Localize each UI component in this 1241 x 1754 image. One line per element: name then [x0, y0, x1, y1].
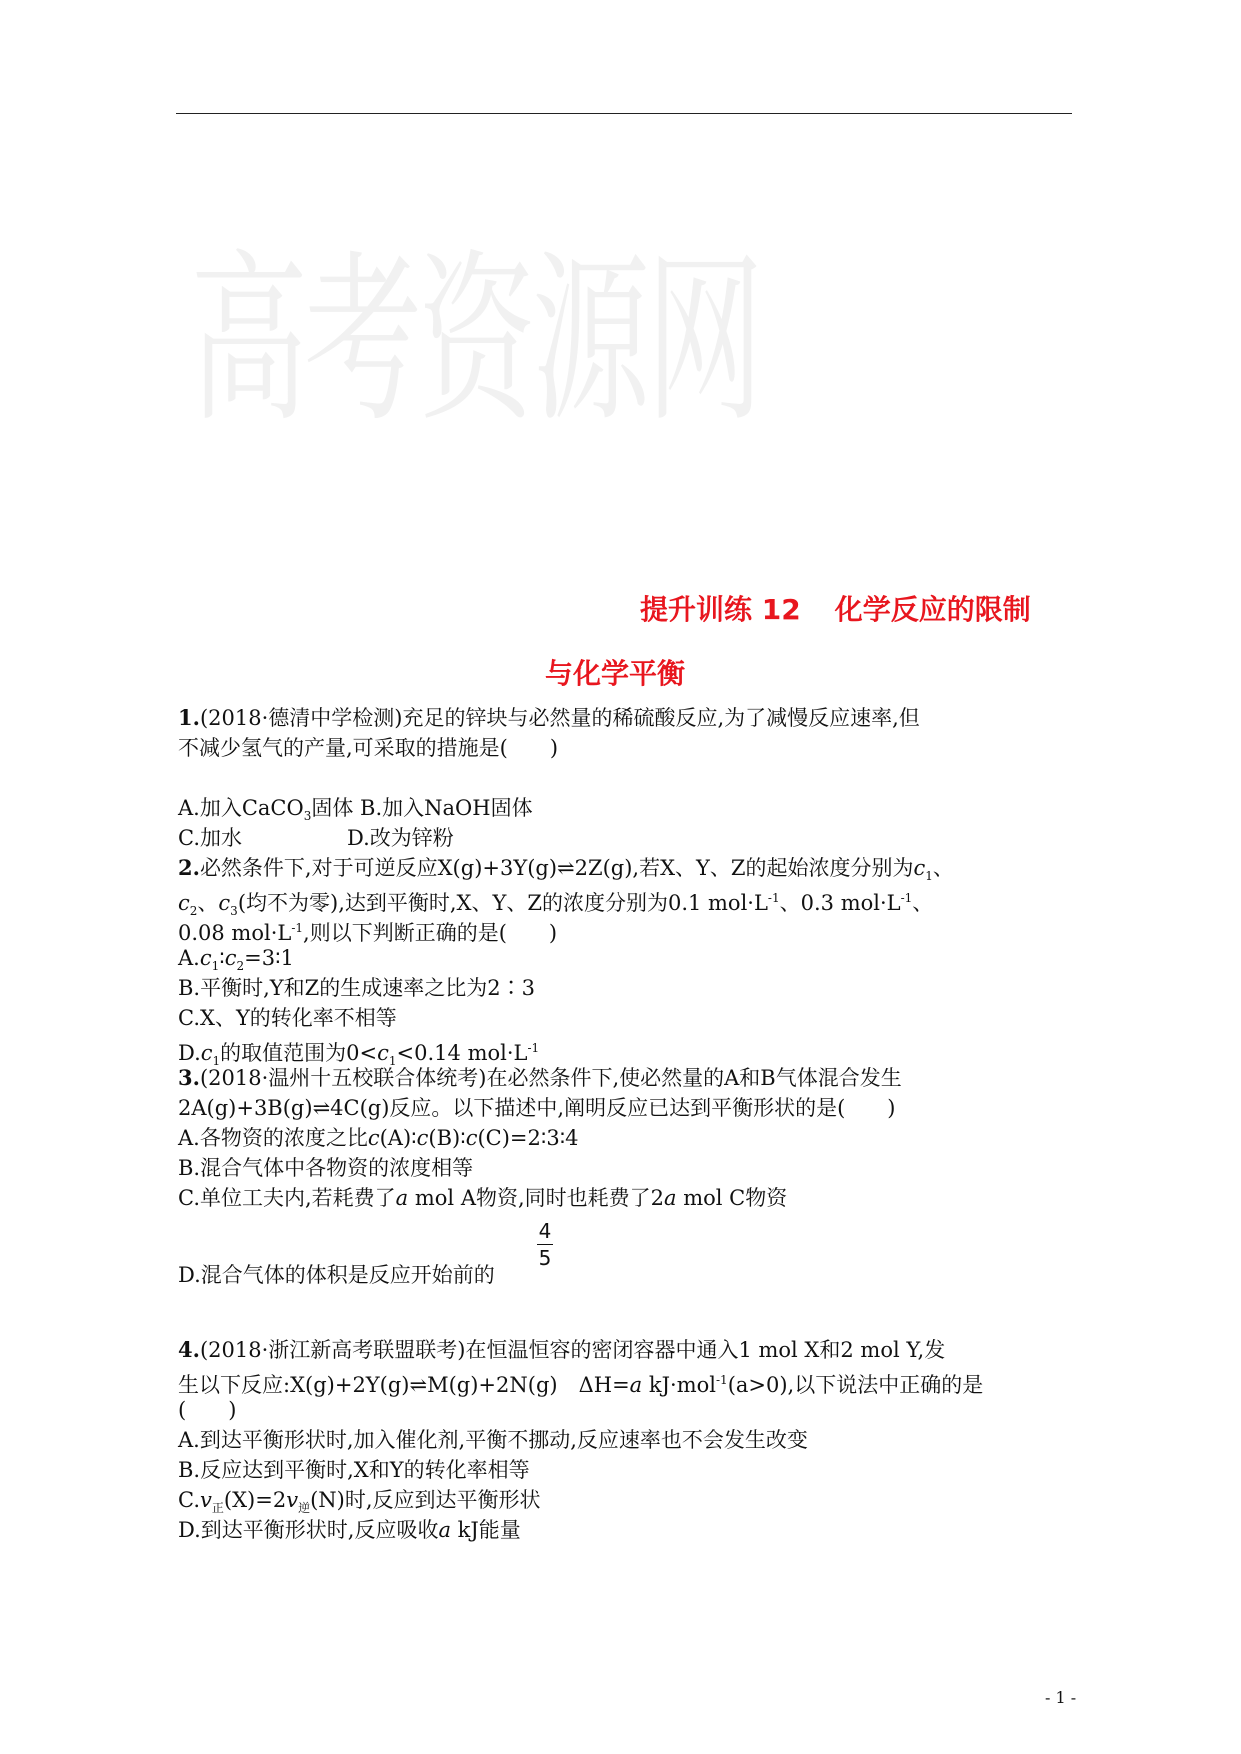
title-line-1: 提升训练 12 化学反应的限制: [640, 593, 1031, 626]
q3-line-2: 2A(g)+3B(g)⇌4C(g)反应。以下描述中,阐明反应已达到平衡形状的是( ): [178, 1096, 896, 1120]
title-line-2: 与化学平衡: [545, 657, 686, 690]
q4-line-3: ( ): [178, 1398, 237, 1422]
q4-option-b: B.反应达到平衡时,X和Y的转化率相等: [178, 1458, 530, 1482]
q4-line-1: 4.(2018·浙江新高考联盟联考)在恒温恒容的密闭容器中通入1 mol X和2 mol Y,发: [178, 1337, 946, 1362]
q2-option-a: $A.c_1∶c_2=3∶1$: [178, 946, 294, 974]
header-rule: [176, 113, 1072, 114]
q3-option-d: D.混合气体的体积是反应开始前的: [178, 1263, 495, 1287]
q4-option-c: $C.v_正(X)=2v_逆(N)$时,反应到达平衡形状: [178, 1488, 541, 1516]
q2-option-c: C.X、Y的转化率不相等: [178, 1006, 397, 1030]
q3-option-c: C.单位工夫内,若耗费了a mol A物资,同时也耗费了2a mol C物资: [178, 1186, 788, 1210]
q2-line-1: 2.必然条件下,对于可逆反应X(g)+3Y(g)⇌2Z(g),若X、Y、Z的起始浓度分别为$c_1$、: [178, 855, 954, 884]
q3-line-1: 3.(2018·温州十五校联合体统考)在必然条件下,使必然量的A和B气体混合发生: [178, 1065, 902, 1090]
watermark: 高考资源网: [190, 233, 761, 447]
q1-line-2: 不减少氢气的产量,可采取的措施是( ): [178, 736, 559, 760]
q2-line-2: $c_2$、$c_3$(均不为零),达到平衡时,X、Y、Z的浓度分别为0.1 $mol\cdot L^{-1}$、0.3 $mol\cdot L^{-1}$、: [178, 891, 934, 919]
q2-option-d: $D.c_1$的取值范围为$0<c_1<0.14$ $mol\cdot L^{-1}$: [178, 1041, 540, 1069]
q4-line-2: 生以下反应:X(g)+2Y(g)⇌M(g)+2N(g) ΔH=a kJ·mol$^{-1}$(a>0),以下说法中正确的是: [178, 1373, 984, 1397]
q1-option-a-b: A.加入CaCO$_3$固体 B.加入NaOH固体: [178, 796, 533, 824]
page-number: - 1 -: [1045, 1688, 1077, 1707]
fraction-four-fifths: $\frac{4}{5}$: [538, 1219, 552, 1270]
q2-option-b: B.平衡时,Y和Z的生成速率之比为2∶3: [178, 976, 535, 1000]
q3-option-a: A.各物资的浓度之比c(A)∶c(B)∶c(C)=2∶3∶4: [178, 1126, 579, 1150]
q1-option-c-d: C.加水 D.改为锌粉: [178, 826, 454, 850]
q2-line-3: 0.08 $mol\cdot L^{-1}$,则以下判断正确的是( ): [178, 921, 558, 945]
q4-option-d: D.到达平衡形状时,反应吸收a kJ能量: [178, 1518, 521, 1542]
q1-line-1: 1.(2018·德清中学检测)充足的锌块与必然量的稀硫酸反应,为了减慢反应速率,但: [178, 705, 920, 730]
q3-option-b: B.混合气体中各物资的浓度相等: [178, 1156, 474, 1180]
q4-option-a: A.到达平衡形状时,加入催化剂,平衡不挪动,反应速率也不会发生改变: [178, 1428, 808, 1452]
